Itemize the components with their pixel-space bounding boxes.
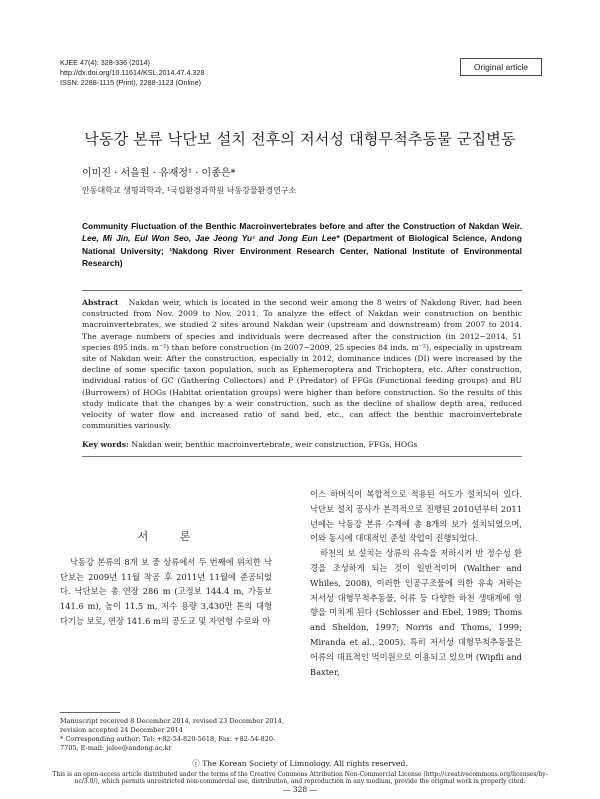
- issn-line: ISSN: 2288-1115 (Print), 2288-1123 (Online): [60, 78, 202, 87]
- english-title: Community Fluctuation of the Benthic Macroinvertebrates before and after the Construction of Nakdan Weir.: [82, 221, 522, 231]
- keywords-text: Nakdan weir, benthic macroinvertebrate, weir construction, FFGs, HOGs: [131, 440, 418, 450]
- korean-title: 낙동강 본류 낙단보 설치 전후의 저서성 대형무척추동물 군집변동: [84, 130, 516, 148]
- copyright-line: ⓒ The Korean Society of Limnology. All rights reserved.: [192, 759, 408, 768]
- intro-paragraph-right-2: 하천의 보 설치는 상류의 유속을 저하시켜 반 정수성 환경을 조성하게 되는 것이 일반적이며 (Walther and Whiles, 2008), 이러한 인공구조물에 의한 유속 저하는 저서성 대형무척추동물, 어류 등 다양한 하천 생태계에 영향을 미치게 된다 (Schlosser and Ebel, 1989; Thoms and Sheldon, 1997; Norris and Thoms, 1999; Miranda et al., 2005). 특히 저서성 대형무척추동물은 어류의 대표적인 먹이원으로 이용되고 있으며 (Wipfli and Baxter,: [310, 548, 522, 677]
- abstract-top-rule: [82, 290, 522, 291]
- intro-paragraph-right-1: 이스 하버식이 복합적으로 적용된 어도가 설치되어 있다. 낙단보 설치 공사가 본격적으로 진행된 2010년부터 2011년에는 낙동강 본류 수계에 총 8개의 보가 설치되었으며, 이와 동시에 대대적인 준설 작업이 진행되었다.: [310, 489, 522, 544]
- korean-affiliation: 안동대학교 생명과학과, ¹국립환경과학원 낙동강물환경연구소: [82, 186, 297, 195]
- abstract-section: [82, 290, 522, 457]
- english-authors: Lee, Mi Jin, Eul Won Seo, Jae Jeong Yu¹ and Jong Eun Lee*: [82, 233, 340, 244]
- english-affiliation: (Department of Biological Science, Andong National University; ¹Nakdong River Environment Research Center, National Institute of Environmental Research): [82, 233, 523, 269]
- page-number: ― 328 ―: [282, 785, 318, 794]
- english-title-block: [82, 220, 522, 270]
- abstract-label: Abstract: [82, 298, 119, 307]
- korean-authors: 이미진 · 서을원 · 유재정¹ · 이종은*: [82, 168, 236, 179]
- abstract-bottom-rule: [82, 456, 522, 457]
- intro-paragraph-left: 낙동강 본류의 8개 보 중 상류에서 두 번째에 위치한 낙단보는 2009년 11월 착공 후 2011년 11월에 준공되었다. 낙단보는 총 연장 286 m (고정보 144.4 m, 가동보 141.6 m), 높이 11.5 m, 저수 용량 3,430만 톤의 대형 다기능 보로, 연장 141.6 m의 공도교 및 자연형 수로와 아: [60, 556, 272, 626]
- corresponding-author: * Corresponding author: Tel: +82-54-820-5618, Fax: +82-54-820-7705, E-mail: jelee@andong.ac.kr: [60, 735, 276, 752]
- footnote-rule: [60, 712, 120, 713]
- keywords-line: [82, 439, 522, 450]
- journal-citation: KJEE 47(4): 328-336 (2014): [60, 58, 150, 67]
- abstract-paragraph: [82, 297, 522, 431]
- doi-link[interactable]: http://dx.doi.org/10.11614/KSL.2014.47.4.328: [60, 68, 205, 77]
- license-text: This is an open-access article distributed under the terms of the Creative Commons Attribution Non-Commercial License (http://creativecommons.org/licenses/by-nc/3.0/), which permits unrestricted non-commercial use, distribution, and reproduction in any medium, provide the original work is properly cited.: [52, 770, 548, 785]
- journal-meta: [60, 58, 205, 88]
- abstract-text: Nakdan weir, which is located in the second weir among the 8 weirs of Nakdong River, had been constructed from Nov. 2009 to Nov. 2011. To analyze the effect of Nakdan weir construction on benthic macroinvertebrates, we studied 2 sites around Nakdan weir (upstream and downstream) from 2007 to 2014. The average numbers of species and individuals were decreased after the construction (in 2012∼2014, 51 species 895 inds. m⁻²) than before construction (in 2007∼2009, 25 species 84 inds. m⁻²), especially in upstream site of Nakdan weir. After the construction, especially in 2012, dominance indices (DI) were increased by the decline of some specific taxon population, such as Ephemeroptera and Trichoptera, etc. After construction, individual ratios of GC (Gathering Collectors) and P (Predator) of FFGs (Functional feeding groups) and BU (Burrowers) of HOGs (Habitat orientation groups) were higher than before construction. So the results of this study indicate that the changes by a weir construction, such as the decline of shallow depth area, reduced velocity of water flow and increased ratio of sand bed, etc., can affect the benthic macroinvertebrate communities variously.: [82, 298, 522, 431]
- article-type-badge: Original article: [460, 58, 542, 76]
- received-dates: Manuscript received 8 December 2014, revised 23 December 2014, revision accepted 24 December 2014: [60, 717, 284, 734]
- section-heading: 서 론: [137, 530, 205, 543]
- right-column: [310, 487, 522, 679]
- left-column: [60, 530, 272, 629]
- keywords-label: Key words:: [82, 440, 129, 450]
- manuscript-footnote: [60, 712, 290, 753]
- copyright-block: [40, 760, 560, 786]
